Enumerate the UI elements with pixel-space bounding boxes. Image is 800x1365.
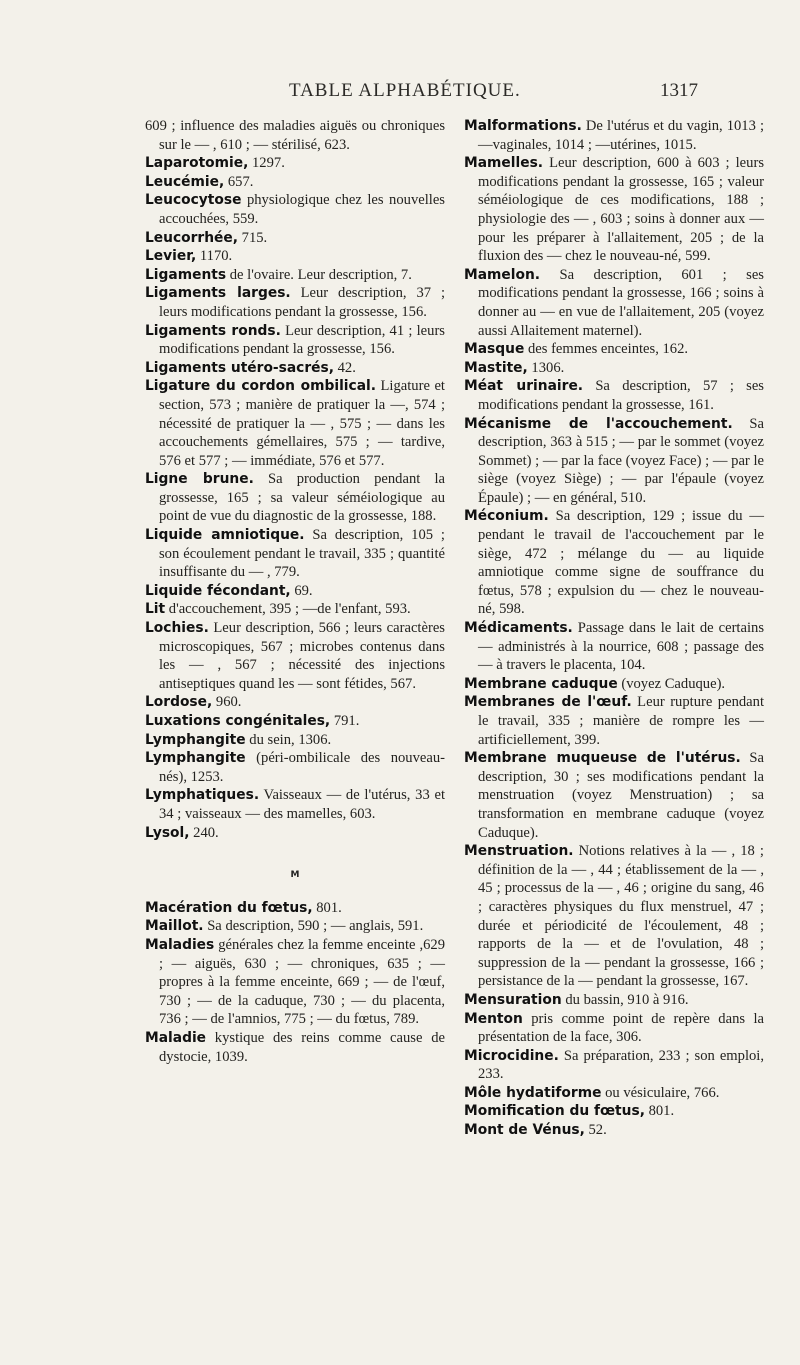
entry-headword: Lymphangite <box>145 731 246 748</box>
index-entry <box>464 1010 764 1047</box>
entry-text: 801. <box>644 1103 675 1120</box>
entry-text: 240. <box>189 824 219 841</box>
entry-text: Sa description, 590 ; — anglais, 591. <box>203 918 424 935</box>
entry-text: Leur description, 566 ; leurs caractères microscopiques, 567 ; microbes contenus dans les — , 567 ; nécessité des injections antiseptiques quand les — sont fétides, 567. <box>159 620 445 692</box>
entry-headword: Membrane caduque <box>464 675 618 692</box>
index-entry <box>145 359 445 378</box>
entry-headword: Lochies. <box>145 620 209 637</box>
entry-text: de l'ovaire. Leur description, 7. <box>226 266 412 283</box>
index-entry <box>145 936 445 1029</box>
entry-text: 657. <box>224 173 254 190</box>
entry-headword: Ligne brune. <box>145 471 254 488</box>
entry-headword: Maladies <box>145 936 215 953</box>
entry-headword: Lit <box>145 601 166 618</box>
entry-headword: Menton <box>464 1010 523 1027</box>
index-entry <box>145 619 445 693</box>
index-entry <box>464 359 764 378</box>
entry-headword: Mastite, <box>464 359 528 376</box>
index-entry <box>145 749 445 786</box>
entry-headword: Liquide amniotique. <box>145 527 305 544</box>
entry-headword: Médicaments. <box>464 620 573 637</box>
index-entry <box>464 693 764 749</box>
entry-text: des femmes enceintes, 162. <box>524 341 689 358</box>
entry-text: Leur description, 600 à 603 ; leurs modifications pendant la grossesse, 165 ; valeur séméiologique de ces modifications, 188 ; physiologie des — , 603 ; soins à donner aux — pour les préparer à l'allaitement, 205 ; de la fluxion des — chez le nouveau-né, 599. <box>478 155 764 265</box>
index-entry <box>464 1084 764 1103</box>
entry-headword: Menstruation. <box>464 843 574 860</box>
entry-headword: Mont de Vénus, <box>464 1122 585 1139</box>
entry-text: physiologique chez les nouvelles accouchées, 559. <box>159 192 445 227</box>
entry-headword: Méconium. <box>464 508 549 525</box>
entry-headword: Leucémie, <box>145 173 225 190</box>
entry-text: Sa description, 30 ; ses modifications pendant la menstruation (voyez Menstruation) ; sa transformation en membrane caduque (voyez Caduque). <box>478 750 764 841</box>
index-entry <box>145 731 445 750</box>
entry-headword: Maladie <box>145 1029 207 1046</box>
entry-text: Sa préparation, 233 ; son emploi, 233. <box>478 1047 764 1083</box>
index-entry <box>145 117 445 154</box>
index-entry <box>464 340 764 359</box>
index-entry <box>464 842 764 991</box>
entry-headword: Leucorrhée, <box>145 229 239 246</box>
entry-text: Sa production pendant la grossesse, 165 ; sa valeur séméiologique au point de vue du diagnostic de la grossesse, 188. <box>159 471 445 525</box>
page-number: 1317 <box>660 80 698 101</box>
entry-text: Ligature et section, 573 ; manière de pratiquer la —, 574 ; nécessité de pratiquer la — , 575 ; — dans les accouchements gémellaires, 575 ; — tardive, 576 et 577 ; — immédiate, 576 et 577. <box>159 378 445 469</box>
entry-text: du bassin, 910 à 916. <box>561 991 689 1008</box>
entry-text: kystique des reins comme cause de dystocie, 1039. <box>159 1029 445 1065</box>
index-entry <box>145 526 445 582</box>
entry-headword: Mensuration <box>464 991 562 1008</box>
entry-headword: Méat urinaire. <box>464 378 584 395</box>
entry-text: du sein, 1306. <box>245 731 332 748</box>
entry-headword: Môle hydatiforme <box>464 1084 602 1101</box>
index-entry <box>145 582 445 601</box>
left-column <box>145 117 445 1066</box>
entry-text: 960. <box>212 694 242 711</box>
entry-headword: Microcidine. <box>464 1047 559 1064</box>
entry-text: pris comme point de repère dans la présentation de la face, 306. <box>478 1010 764 1046</box>
section-letter: M <box>290 870 300 881</box>
entry-headword: Macération du fœtus, <box>145 899 313 916</box>
entry-text: 52. <box>584 1122 607 1139</box>
entry-headword: Ligaments <box>145 266 227 283</box>
entry-text: Passage dans le lait de certains — administrés à la nourrice, 608 ; passage des — à travers le placenta, 104. <box>478 620 764 674</box>
index-entry <box>464 619 764 675</box>
index-entry <box>145 154 445 173</box>
entry-headword: Membrane muqueuse de l'utérus. <box>464 750 741 767</box>
entry-headword: Laparotomie, <box>145 155 249 172</box>
index-entry <box>145 322 445 359</box>
index-entry <box>145 191 445 228</box>
index-entry <box>145 600 445 619</box>
index-entry <box>464 507 764 619</box>
entry-text: Leur description, 37 ; leurs modifications pendant la grossesse, 156. <box>159 285 445 320</box>
index-entry <box>464 1102 764 1121</box>
entry-text: 1297. <box>248 155 285 172</box>
entry-text: 715. <box>238 229 268 246</box>
index-entry <box>145 712 445 731</box>
index-entry <box>464 1121 764 1140</box>
entry-text: générales chez la femme enceinte ,629 ; — aiguës, 630 ; — chroniques, 635 ; — propres à la femme enceinte, 669 ; — de l'œuf, 730 ; — de la caduque, 730 ; — du placenta, 736 ; — de l'amnios, 775 ; — du fœtus, 789. <box>159 936 445 1028</box>
entry-text: (péri-ombilicale des nouveau-nés), 1253. <box>159 750 445 785</box>
entry-text: Sa description, 129 ; issue du — pendant le travail de l'accouchement par le siège, 472 ; mélange du — au liquide amniotique comme signe de souffrance du fœtus, 578 ; expulsion du — chez le nouveau-né, 598. <box>478 508 764 618</box>
entry-text: Leur rupture pendant le travail, 335 ; manière de rompre les — artificiellement, 399. <box>478 694 765 748</box>
index-entry <box>145 470 445 526</box>
entry-headword: Lysol, <box>145 824 190 841</box>
entry-text: 1170. <box>196 248 233 265</box>
entry-headword: Leucocytose <box>145 192 242 209</box>
index-entry <box>145 247 445 266</box>
entry-text: (voyez Caduque). <box>617 675 726 692</box>
index-entry <box>145 266 445 285</box>
running-head <box>0 80 800 104</box>
entry-headword: Masque <box>464 341 525 358</box>
entry-text: d'accouchement, 395 ; —de l'enfant, 593. <box>165 601 411 618</box>
entry-text: De l'utérus et du vagin, 1013 ; —vaginales, 1014 ; —utérines, 1015. <box>478 118 764 153</box>
index-entry <box>145 899 445 918</box>
entry-headword: Luxations congénitales, <box>145 713 331 729</box>
index-entry <box>464 1047 764 1084</box>
entry-text: Sa description, 363 à 515 ; — par le sommet (voyez Sommet) ; — par la face (voyez Face) ; — par le siège (voyez Siège) ; — par l'épaule (voyez Épaule) ; — en général, 510. <box>478 415 764 506</box>
page-title: TABLE ALPHABÉTIQUE. <box>289 80 521 101</box>
index-entry <box>145 173 445 192</box>
entry-text: Leur description, 41 ; leurs modifications pendant la grossesse, 156. <box>159 322 445 358</box>
index-entry <box>145 1029 445 1066</box>
entry-text: 42. <box>333 359 356 376</box>
index-entry <box>145 284 445 321</box>
index-entry <box>464 154 764 266</box>
entry-text: ou vésiculaire, 766. <box>601 1084 720 1101</box>
entry-text: Sa description, 601 ; ses modifications pendant la grossesse, 166 ; soins à donner au — en vue de l'allaitement, 205 (voyez aussi Allaitement maternel). <box>478 266 764 339</box>
index-entry <box>145 377 445 470</box>
index-entry <box>145 786 445 823</box>
entry-headword: Lymphangite <box>145 750 246 767</box>
entry-headword: Ligature du cordon ombilical. <box>145 378 376 395</box>
index-entry <box>145 693 445 712</box>
entry-text: Notions relatives à la — , 18 ; définition de la — , 44 ; établissement de la — , 45 ; processus de la — , 46 ; origine du sang, 46 ; caractères physiques du flux menstruel, 47 ; durée et périodicité de l'écoulement, 48 ; rapports de la — et de l'ovulation, 48 ; suppression de la — pendant la grossesse, 166 ; persistance de la — pendant la grossesse, 167. <box>478 843 764 990</box>
index-entry <box>464 117 764 154</box>
entry-headword: Membranes de l'œuf. <box>464 694 632 711</box>
entry-text: Sa description, 105 ; son écoulement pendant le travail, 335 ; quantité insuffisante du — , 779. <box>159 527 445 581</box>
entry-headword: Malformations. <box>464 118 582 134</box>
entry-headword: Mécanisme de l'accouchement. <box>464 415 733 432</box>
index-entry <box>145 229 445 248</box>
entry-headword: Ligaments larges. <box>145 285 291 302</box>
index-entry <box>464 675 764 694</box>
index-entry <box>464 266 764 340</box>
entry-text: 69. <box>290 582 313 599</box>
entry-headword: Momification du fœtus, <box>464 1103 645 1120</box>
entry-text: 1306. <box>527 359 565 376</box>
index-entry <box>464 991 764 1010</box>
entry-text: 801. <box>312 899 342 916</box>
index-entry <box>464 749 764 842</box>
entry-headword: Lymphatiques. <box>145 787 260 804</box>
entry-headword: Mamelles. <box>464 155 544 172</box>
entry-text: 609 ; influence des maladies aiguës ou chroniques sur le — , 610 ; — stérilisé, 623. <box>145 118 445 153</box>
entry-text: Sa description, 57 ; ses modifications pendant la grossesse, 161. <box>478 378 764 413</box>
entry-headword: Levier, <box>145 248 197 265</box>
entry-headword: Ligaments utéro-sacrés, <box>145 359 334 376</box>
entry-headword: Mamelon. <box>464 266 541 283</box>
entry-headword: Maillot. <box>145 918 204 935</box>
index-entry <box>464 377 764 414</box>
entry-text: 791. <box>330 713 360 729</box>
right-column <box>464 117 764 1140</box>
entry-headword: Ligaments ronds. <box>145 322 281 339</box>
index-entry <box>145 824 445 843</box>
entry-text: Vaisseaux — de l'utérus, 33 et 34 ; vaisseaux — des mamelles, 603. <box>159 787 445 822</box>
index-entry <box>464 415 764 508</box>
entry-headword: Liquide fécondant, <box>145 582 291 599</box>
index-entry <box>145 917 445 936</box>
entry-headword: Lordose, <box>145 694 213 711</box>
